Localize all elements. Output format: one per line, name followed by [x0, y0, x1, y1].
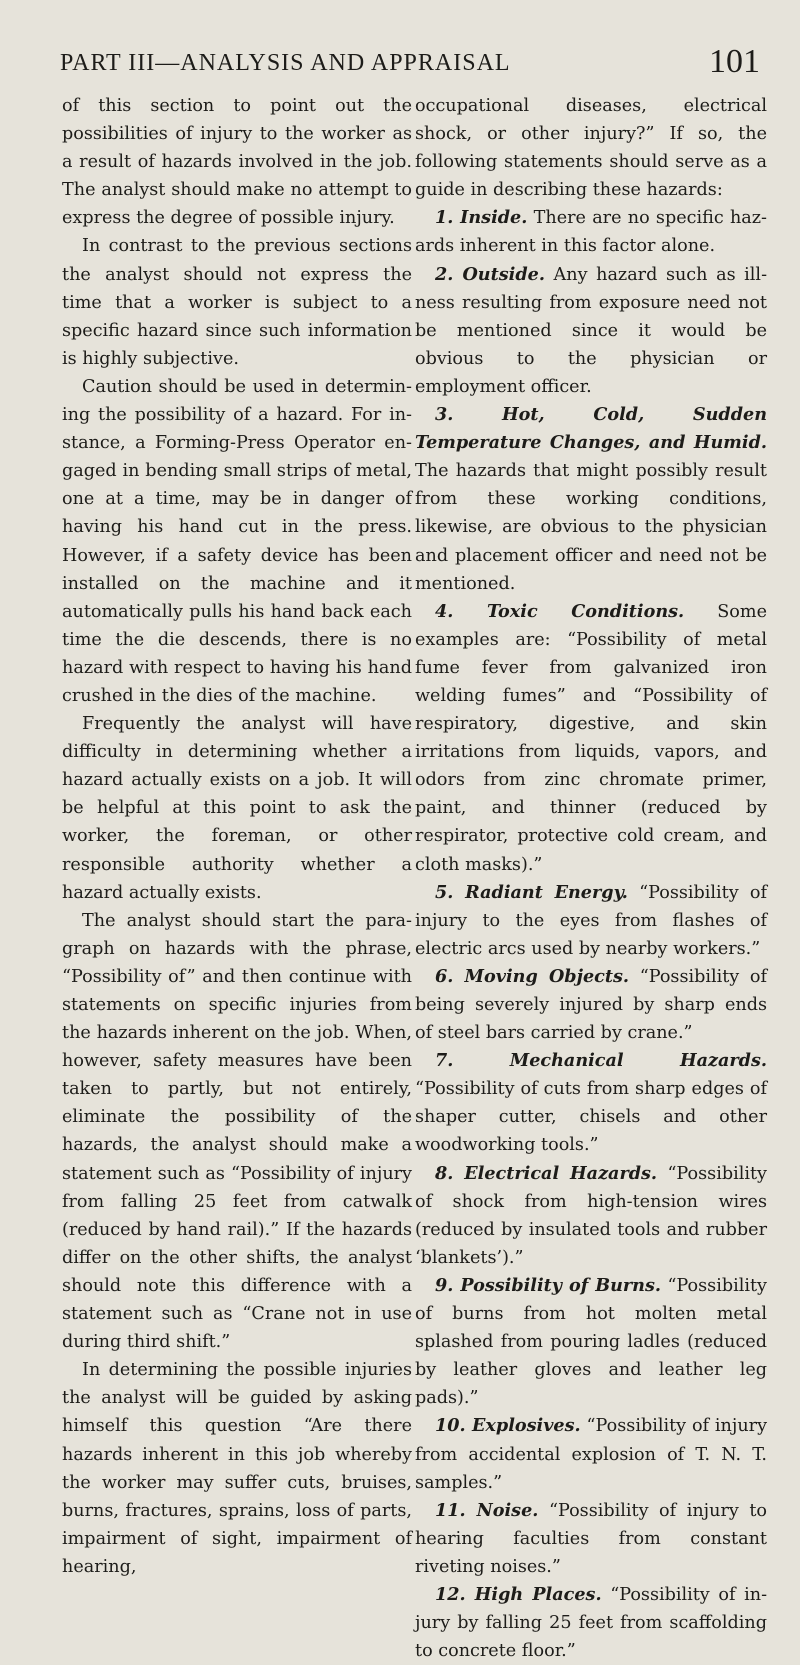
paragraph: of this section to point out the possibilities of injury to the worker as a result of hazards involved in the job. The analyst should make no attempt to express the degree of possible injury.: [62, 96, 412, 229]
hazard-heading: 1. Inside.: [435, 207, 528, 229]
right-column: [415, 92, 767, 1665]
left-column: [62, 92, 412, 1581]
hazard-item: [415, 1581, 767, 1665]
paragraph: Caution should be used in determining the possibility of a hazard. For instance, a Forming-Press Operator engaged in bending small strips of metal, one at a time, may be in danger of having his hand cut in the press. However, if a safety device has been installed on the machine and it automatically pulls his hand back each time the die descends, there is no hazard with respect to having his hand crushed in the dies of the machine.: [62, 376, 412, 706]
hazard-text: The hazards that might possibly result from these working conditions, likewise, are obvious to the physician and placement officer and need not be mentioned.: [415, 461, 767, 594]
hazard-item: [415, 1047, 767, 1159]
paragraph: occupational diseases, electrical shock, or other injury?” If so, the following statements should serve as a guide in describing these hazards:: [415, 96, 767, 201]
hazard-text: “Possibility of being severely injured by sharp ends of steel bars carried by crane.”: [415, 966, 768, 1044]
hazard-text: Some examples are: “Possibility of metal fume fever from galvanized iron welding fumes” and “Possibility of respiratory, digestive, and skin irritations from liquids, vapors, and odors from zinc chromate primer, paint, and thinner (reduced by respirator, protective cold cream, and cloth masks).”: [415, 601, 767, 875]
paragraph: Frequently the analyst will have difficulty in determining whether a hazard actually exists on a job. It will be helpful at this point to ask the worker, the foreman, or other responsible authority whether a hazard actually exists.: [62, 714, 412, 903]
hazard-text: Any hazard such as illness resulting from exposure need not be mentioned since it would be obvious to the physician or employment officer.: [415, 264, 768, 397]
hazard-heading: 8. Electrical Hazards.: [435, 1162, 658, 1184]
hazard-text: “Possibility of shock from high-tension wires (reduced by insulated tools and rubber ‘blankets’).”: [415, 1163, 767, 1268]
page-header: [60, 30, 760, 80]
hazard-heading: 6. Moving Objects.: [435, 965, 630, 987]
hazard-item: [415, 1412, 767, 1496]
hazard-item: [415, 204, 767, 260]
paragraph: In contrast to the previous sections the analyst should not express the time that a worker is subject to a specific hazard since such information is highly subjective.: [62, 236, 412, 369]
hazard-item: [415, 261, 767, 401]
hazard-item: [415, 879, 767, 963]
hazard-text: “Possibility of injury to the eyes from flashes of electric arcs used by nearby workers.”: [415, 882, 767, 959]
hazard-heading: 9. Possibility of Burns.: [435, 1274, 661, 1296]
hazard-text: “Possibility of burns from hot molten metal splashed from pouring ladles (reduced by leather gloves and leather leg pads).”: [415, 1275, 767, 1409]
hazard-item: [415, 1497, 767, 1581]
hazard-heading: 2. Outside.: [435, 263, 545, 285]
hazard-text: “Possibility of cuts from sharp edges of shaper cutter, chisels and other woodworking tools.”: [415, 1079, 767, 1156]
hazard-heading: 3. Hot, Cold, Sudden Temperature Changes, and Humid.: [415, 404, 767, 454]
paragraph: In determining the possible injuries the analyst will be guided by asking himself this question “Are there hazards inherent in this job whereby the worker may suffer cuts, bruises, burns, fractures, sprains, loss of parts, impairment of sight, impairment of hearing,: [62, 1360, 412, 1577]
hazard-item: [415, 598, 767, 879]
hazard-heading: 12. High Places.: [435, 1583, 602, 1605]
paragraph: The analyst should start the paragraph on hazards with the phrase, “Possibility of” and then continue with statements on specific injuries from the hazards inherent on the job. When, however, safety measures have been taken to partly, but not entirely, eliminate the possibility of the hazards, the analyst should make a statement such as “Possibility of injury from falling 25 feet from catwalk (reduced by hand rail).” If the hazards differ on the other shifts, the analyst should note this difference with a statement such as “Crane not in use during third shift.”: [62, 910, 412, 1353]
hazard-text: “Possibility of injury from accidental explosion of T. N. T. samples.”: [415, 1416, 768, 1493]
hazard-text: “Possibility of injury to hearing faculties from constant riveting noises.”: [415, 1500, 768, 1577]
hazard-text: There are no specific hazards inherent in this factor alone.: [415, 208, 767, 257]
running-head: PART III—ANALYSIS AND APPRAISAL: [60, 50, 511, 76]
hazard-heading: 11. Noise.: [435, 1499, 539, 1521]
hazard-item: [415, 1160, 767, 1272]
hazard-item: [415, 1272, 767, 1412]
hazard-item: [415, 963, 767, 1047]
hazard-heading: 10. Explosives.: [435, 1415, 581, 1437]
hazard-heading: 5. Radiant Energy.: [435, 881, 628, 903]
hazard-item: [415, 401, 767, 598]
page-number: 101: [709, 43, 760, 80]
hazard-heading: 4. Toxic Conditions.: [435, 600, 685, 622]
hazard-heading: 7. Mechanical Hazards.: [435, 1050, 767, 1072]
hazard-text: “Possibility of injury by falling 25 feet from scaffolding to concrete floor.”: [415, 1584, 768, 1662]
